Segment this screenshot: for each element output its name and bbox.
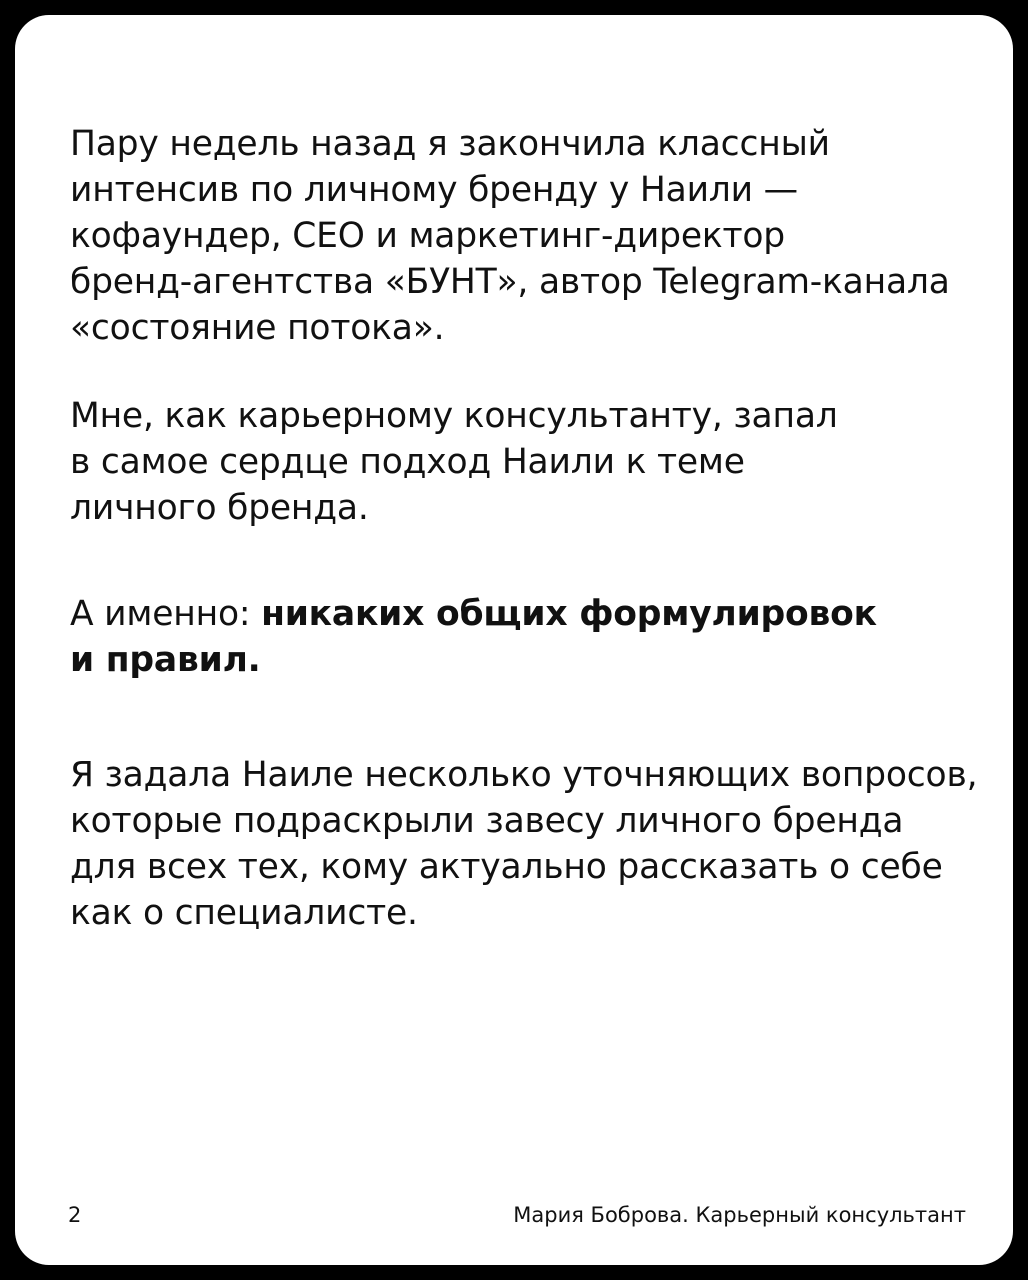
- text-line: Я задала Наиле несколько уточняющих вопросов,: [70, 755, 978, 795]
- text-line: личного бренда.: [70, 488, 369, 528]
- text-line: как о специалисте.: [70, 893, 418, 933]
- text-line: которые подраскрыли завесу личного бренда: [70, 801, 904, 841]
- text-line: интенсив по личному бренду у Наили —: [70, 170, 798, 210]
- text-line: [70, 591, 970, 637]
- text-line: Мне, как карьерному консультанту, запал: [70, 396, 838, 436]
- paragraph-approach: [70, 393, 970, 531]
- paragraph-questions: [70, 752, 978, 936]
- paragraph-intro: [70, 121, 970, 351]
- emphasis-lead: А именно:: [70, 594, 262, 634]
- text-line: в самое сердце подход Наили к теме: [70, 442, 745, 482]
- slide-card: [15, 15, 1013, 1265]
- text-line: для всех тех, кому актуально рассказать о себе: [70, 847, 943, 887]
- emphasis-bold: никаких общих формулировок: [261, 594, 877, 634]
- text-line: Пару недель назад я закончила классный: [70, 124, 830, 164]
- paragraph-emphasis: [70, 591, 970, 683]
- page-number: 2: [68, 1203, 82, 1227]
- text-line: бренд-агентства «БУНТ», автор Telegram-канала: [70, 262, 950, 302]
- slide-content: [70, 121, 978, 936]
- text-line: кофаундер, CEO и маркетинг-директор: [70, 216, 785, 256]
- text-line: «состояние потока».: [70, 308, 445, 348]
- emphasis-bold-line: и правил.: [70, 640, 261, 680]
- author-credit: Мария Боброва. Карьерный консультант: [513, 1203, 966, 1227]
